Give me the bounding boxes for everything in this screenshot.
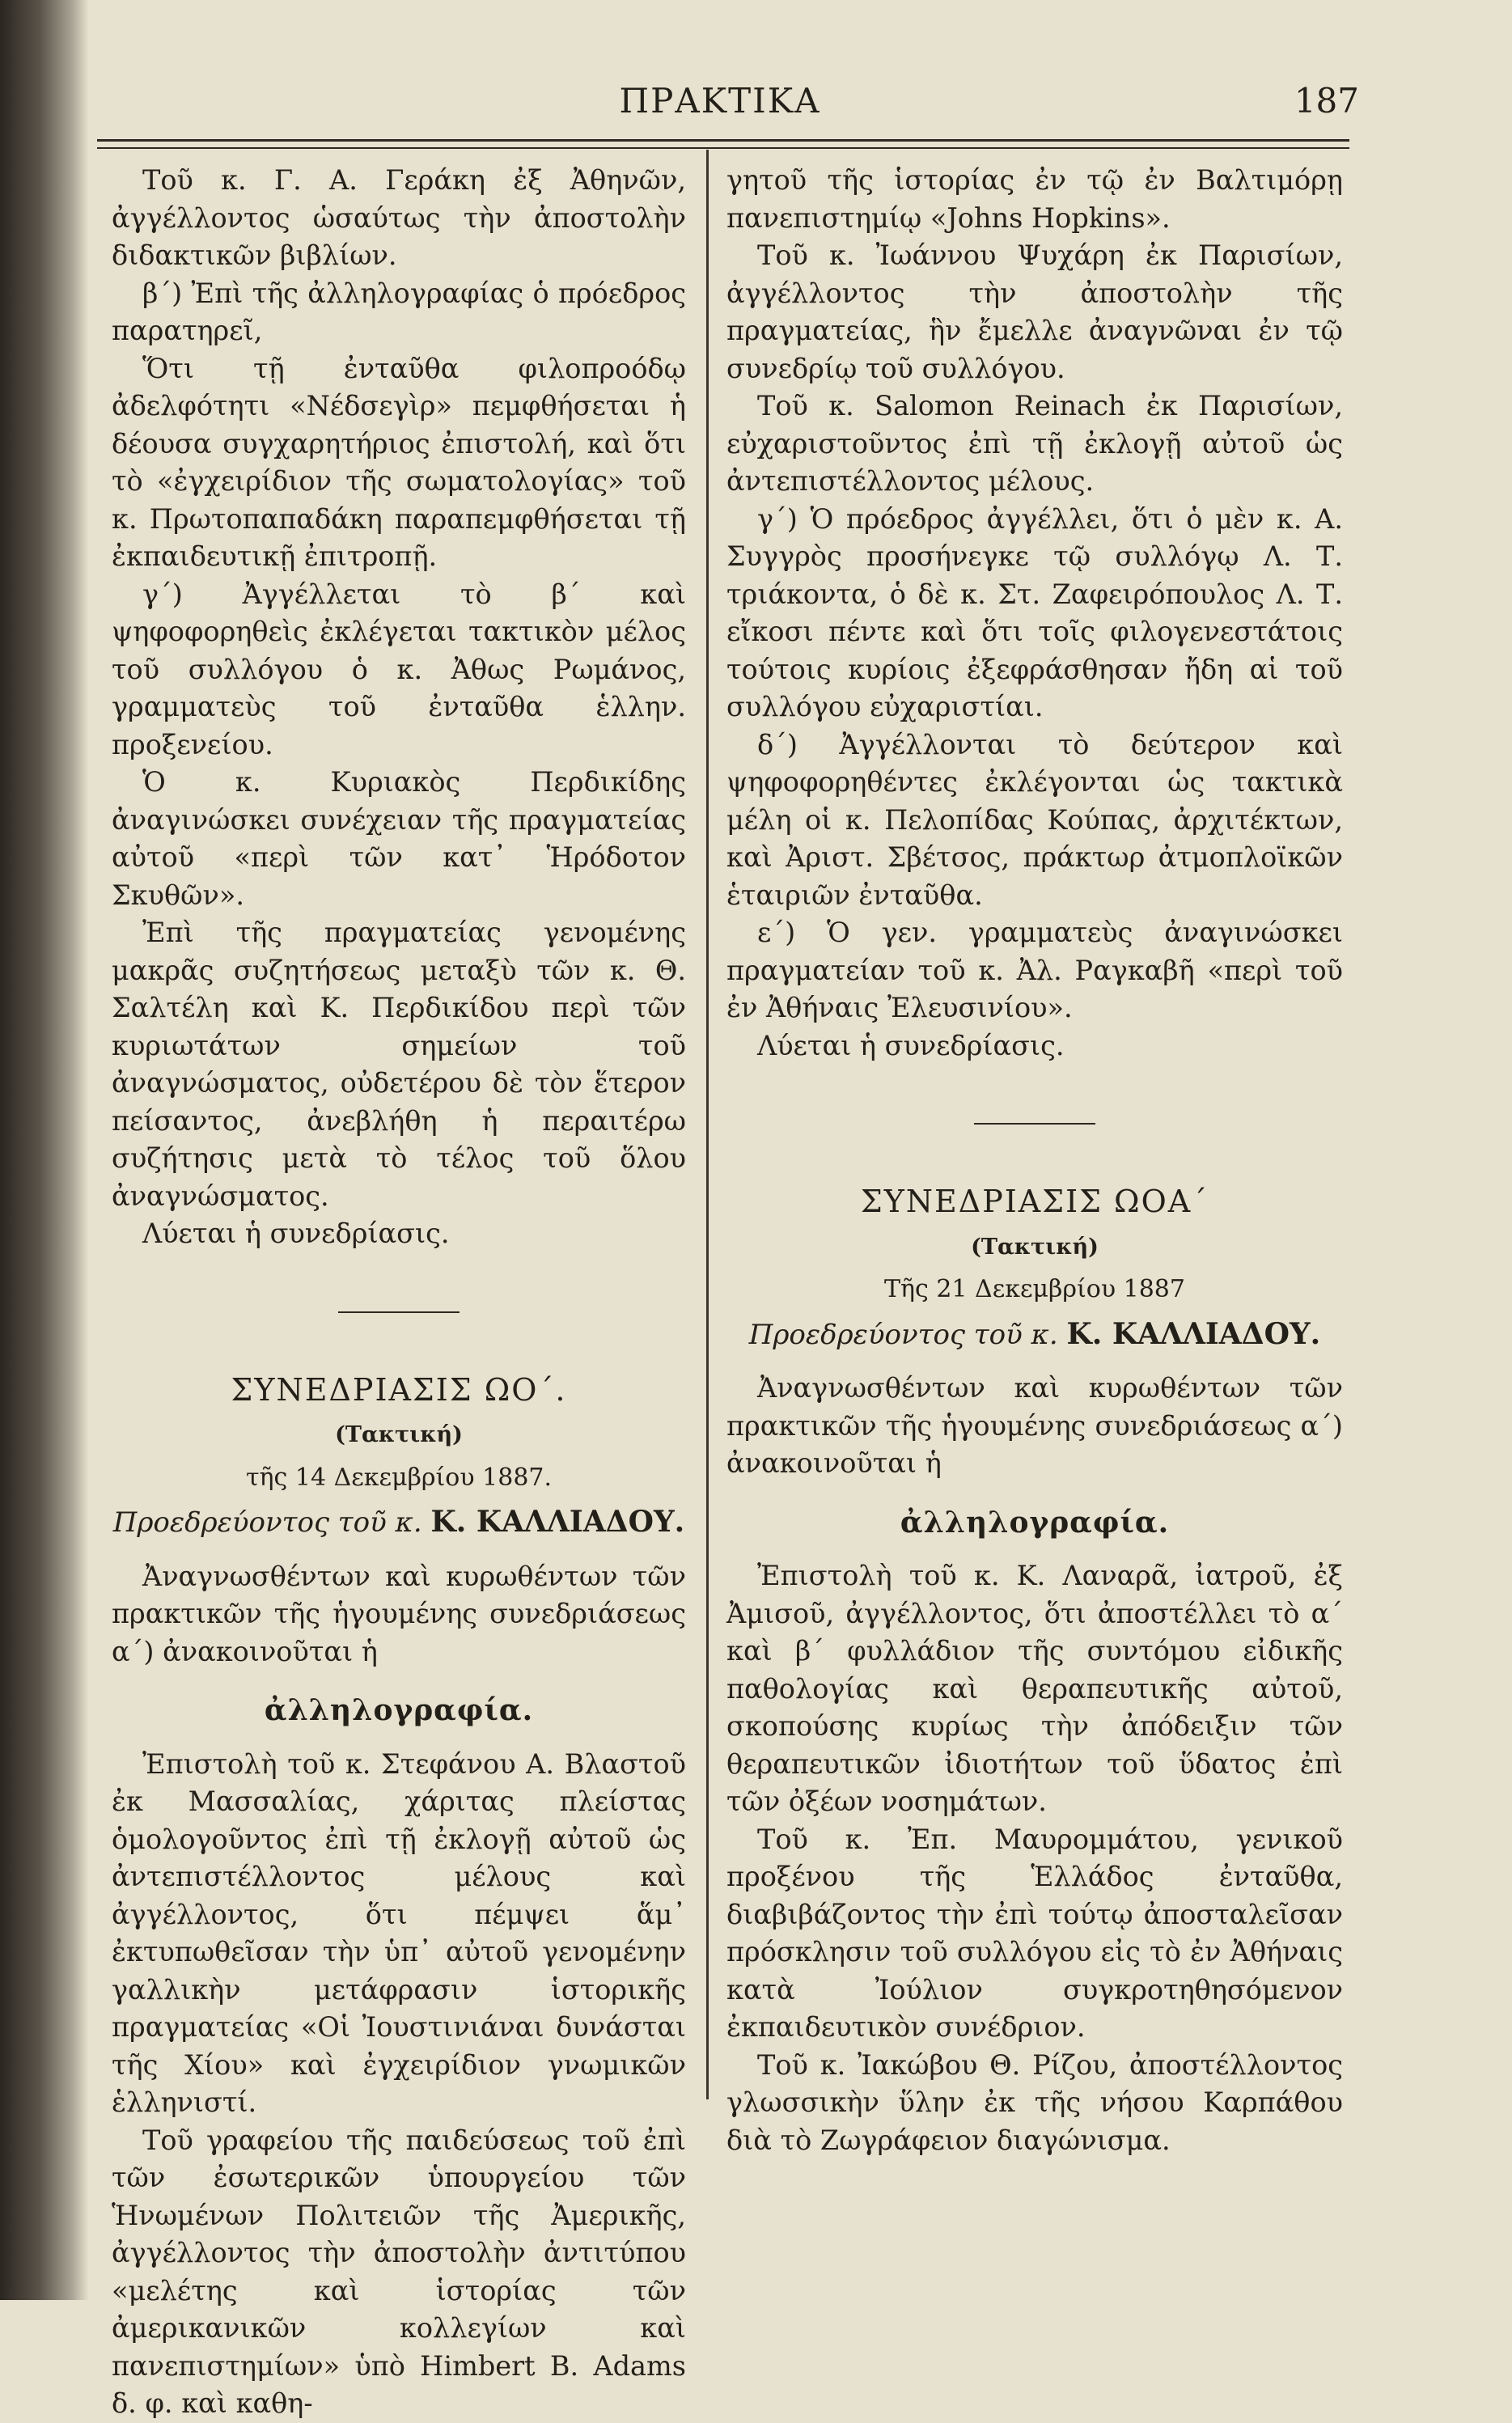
paragraph: ε΄) Ὁ γεν. γραμματεὺς ἀναγινώσκει πραγματείαν τοῦ κ. Ἀλ. Ραγκαβῆ «περὶ τοῦ ἐν Ἀθήναις Ἐλευσινίου». bbox=[726, 917, 1343, 1023]
session-title: ΣΥΝΕΔΡΙΑΣΙΣ ΩΟΑ΄ bbox=[860, 1184, 1209, 1219]
paragraph: γητοῦ τῆς ἱστορίας ἐν τῷ ἐν Βαλτιμόρῃ πανεπιστημίῳ «Johns Hopkins». bbox=[726, 164, 1343, 234]
closing-line: Λύεται ἡ συνεδρίασις. bbox=[757, 1029, 1065, 1061]
presiding-name: Κ. ΚΑΛΛΙΑΔΟΥ. bbox=[430, 1505, 685, 1539]
paragraph: Ἐπιστολὴ τοῦ κ. Στεφάνου Α. Βλαστοῦ ἐκ Μασσαλίας, χάριτας πλείστας ὁμολογοῦντος ἐπὶ τῇ ἐκλογῇ αὐτοῦ ὡς ἀντεπιστέλλοντος μέλους καὶ ἀγγέλλοντος, ὅτι πέμψει ἅμ᾽ ἐκτυπωθεῖσαν τὴν ὑπ᾽ αὐτοῦ γενομένην γαλλικὴν μετάφρασιν ἱστορικῆς πραγματείας «Οἱ Ἰουστινιάναι δυνάσται τῆς Χίου» καὶ ἐγχειρίδιον γνωμικῶν ἑλληνιστί. bbox=[112, 1747, 686, 2118]
presiding-prefix: Προεδρεύοντος τοῦ κ. bbox=[112, 1506, 431, 1539]
presiding-prefix: Προεδρεύοντος τοῦ κ. bbox=[748, 1318, 1067, 1351]
paragraph: δ΄) Ἀγγέλλονται τὸ δεύτερον καὶ ψηφοφορηθέντες ἐκλέγονται ὡς τακτικὰ μέλη οἱ κ. Πελοπίδας Κούπας, ἀρχιτέκτων, καὶ Ἀριστ. Σβέτσος, πράκτωρ ἀτμοπλοϊκῶν ἑταιριῶν ἐνταῦθα. bbox=[726, 728, 1343, 911]
paragraph: β΄) Ἐπὶ τῆς ἀλληλογραφίας ὁ πρόεδρος παρατηρεῖ, bbox=[112, 277, 686, 346]
session-type: (Τακτική) bbox=[335, 1422, 463, 1447]
session-title: ΣΥΝΕΔΡΙΑΣΙΣ ΩΟ΄. bbox=[231, 1371, 567, 1408]
page-binding-shadow bbox=[0, 0, 89, 2300]
paragraph: Τοῦ κ. Salomon Reinach ἐκ Παρισίων, εὐχαριστοῦντος ἐπὶ τῇ ἐκλογῇ αὐτοῦ ὡς ἀντεπιστέλλοντος μέλους. bbox=[726, 390, 1343, 497]
presiding-line bbox=[726, 1315, 1343, 1354]
paragraph: Ὅτι τῇ ἐνταῦθα φιλοπροόδῳ ἀδελφότητι «Νέδσεγὶρ» πεμφθήσεται ἡ δέουσα συγχαρητήριος ἐπιστολή, καὶ ὅτι τὸ «ἐγχειρίδιον τῆς σωματολογίας» τοῦ κ. Πρωτοπαπαδάκη παραπεμφθήσεται τῇ ἐκπαιδευτικῇ ἐπιτροπῇ. bbox=[112, 352, 686, 572]
paragraph: Ὁ κ. Κυριακὸς Περδικίδης ἀναγινώσκει συνέχειαν τῆς πραγματείας αὐτοῦ «περὶ τῶν κατ᾽ Ἡρόδοτον Σκυθῶν». bbox=[112, 766, 686, 911]
running-title: ΠΡΑΚΤΙΚΑ bbox=[619, 81, 821, 121]
section-heading: ἀλληλογραφία. bbox=[264, 1693, 534, 1727]
paragraph: Ἐπὶ τῆς πραγματείας γενομένης μακρᾶς συζητήσεως μεταξὺ τῶν κ. Θ. Σαλτέλη καὶ Κ. Περδικίδου περὶ τῶν κυριωτάτων σημείων τοῦ ἀναγνώσματος, οὐδετέρου δὲ τὸν ἕτερον πείσαντος, ἀνεβλήθη ἡ περαιτέρω συζήτησις μετὰ τὸ τέλος τοῦ ὅλου ἀναγνώσματος. bbox=[112, 917, 686, 1212]
paragraph: Τοῦ κ. Ἰωάννου Ψυχάρη ἐκ Παρισίων, ἀγγέλλοντος τὴν ἀποστολὴν τῆς πραγματείας, ἣν ἔμελλε ἀναγνῶναι ἐν τῷ συνεδρίῳ τοῦ συλλόγου. bbox=[726, 239, 1343, 384]
left-column bbox=[112, 162, 686, 2423]
session-type: (Τακτική) bbox=[971, 1234, 1099, 1260]
paragraph: γ΄) Ὁ πρόεδρος ἀγγέλλει, ὅτι ὁ μὲν κ. Α. Συγγρὸς προσήνεγκε τῷ συλλόγῳ Λ. Τ. τριάκοντα, ὁ δὲ κ. Στ. Ζαφειρόπουλος Λ. Τ. εἴκοσι πέντε καὶ ὅτι τοῖς φιλογενεστάτοις τούτοις κυρίοις ἐξεφράσθησαν ἤδη αἱ τοῦ συλλόγου εὐχαριστίαι. bbox=[726, 502, 1343, 722]
intro-paragraph: Ἀναγνωσθέντων καὶ κυρωθέντων τῶν πρακτικῶν τῆς ἡγουμένης συνεδριάσεως α΄) ἀνακοινοῦται ἡ bbox=[112, 1560, 686, 1667]
closing-line: Λύεται ἡ συνεδρίασις. bbox=[142, 1218, 450, 1249]
presiding-line bbox=[112, 1503, 686, 1542]
section-separator bbox=[974, 1123, 1095, 1125]
paragraph: Τοῦ κ. Ἰακώβου Θ. Ρίζου, ἀποστέλλοντος γλωσσικὴν ὕλην ἐκ τῆς νήσου Καρπάθου διὰ τὸ Ζωγράφειον διαγώνισμα. bbox=[726, 2048, 1343, 2156]
section-heading: ἀλληλογραφία. bbox=[900, 1505, 1170, 1540]
page-header bbox=[81, 74, 1359, 131]
presiding-name: Κ. ΚΑΛΛΙΑΔΟΥ. bbox=[1066, 1316, 1321, 1351]
paragraph: γ΄) Ἀγγέλλεται τὸ β΄ καὶ ψηφοφορηθεὶς ἐκλέγεται τακτικὸν μέλος τοῦ συλλόγου ὁ κ. Ἀθως Ρωμάνος, γραμματεὺς τοῦ ἐνταῦθα ἑλλην. προξενείου. bbox=[112, 578, 686, 760]
header-rule bbox=[97, 139, 1349, 142]
session-date: Τῆς 21 Δεκεμβρίου 1887 bbox=[884, 1275, 1185, 1303]
page-number: 187 bbox=[1294, 81, 1359, 121]
paragraph: Τοῦ κ. Γ. Α. Γεράκη ἐξ Ἀθηνῶν, ἀγγέλλοντος ὡσαύτως τὴν ἀποστολὴν διδακτικῶν βιβλίων. bbox=[112, 164, 686, 271]
column-divider bbox=[706, 150, 709, 2099]
right-column bbox=[726, 162, 1343, 2159]
intro-paragraph: Ἀναγνωσθέντων καὶ κυρωθέντων τῶν πρακτικῶν τῆς ἡγουμένης συνεδριάσεως α΄) ἀνακοινοῦται ἡ bbox=[726, 1372, 1343, 1479]
paragraph: Τοῦ κ. Ἐπ. Μαυρομμάτου, γενικοῦ προξένου τῆς Ἑλλάδος ἐνταῦθα, διαβιβάζοντος τὴν ἐπὶ τούτῳ ἀποσταλεῖσαν πρόσκλησιν τοῦ συλλόγου εἰς τὸ ἐν Ἀθήναις κατὰ Ἰούλιον συγκροτηθησόμενον ἐκπαιδευτικὸν συνέδριον. bbox=[726, 1823, 1343, 2043]
paragraph: Τοῦ γραφείου τῆς παιδεύσεως τοῦ ἐπὶ τῶν ἐσωτερικῶν ὑπουργείου τῶν Ἡνωμένων Πολιτειῶν τῆς Ἀμερικῆς, ἀγγέλλοντος τὴν ἀποστολὴν ἀντιτύπου «μελέτης καὶ ἱστορίας τῶν ἀμερικανικῶν κολλεγίων καὶ πανεπιστημίων» ὑπὸ Himbert B. Adams δ. φ. καὶ καθη- bbox=[112, 2124, 686, 2419]
header-rule-thin bbox=[97, 147, 1349, 149]
session-date: τῆς 14 Δεκεμβρίου 1887. bbox=[245, 1463, 553, 1492]
section-separator bbox=[338, 1311, 460, 1313]
paragraph: Ἐπιστολὴ τοῦ κ. Κ. Λαναρᾶ, ἰατροῦ, ἐξ Ἀμισοῦ, ἀγγέλλοντος, ὅτι ἀποστέλλει τὸ α΄ καὶ β΄ φυλλάδιον τῆς συντόμου εἰδικῆς παθολογίας καὶ θεραπευτικῆς αὐτοῦ, σκοπούσης κυρίως τὴν ἀπόδειξιν τῶν θεραπευτικῶν ἰδιοτήτων τοῦ ὕδατος ἐπὶ τῶν ὀξέων νοσημάτων. bbox=[726, 1560, 1343, 1817]
